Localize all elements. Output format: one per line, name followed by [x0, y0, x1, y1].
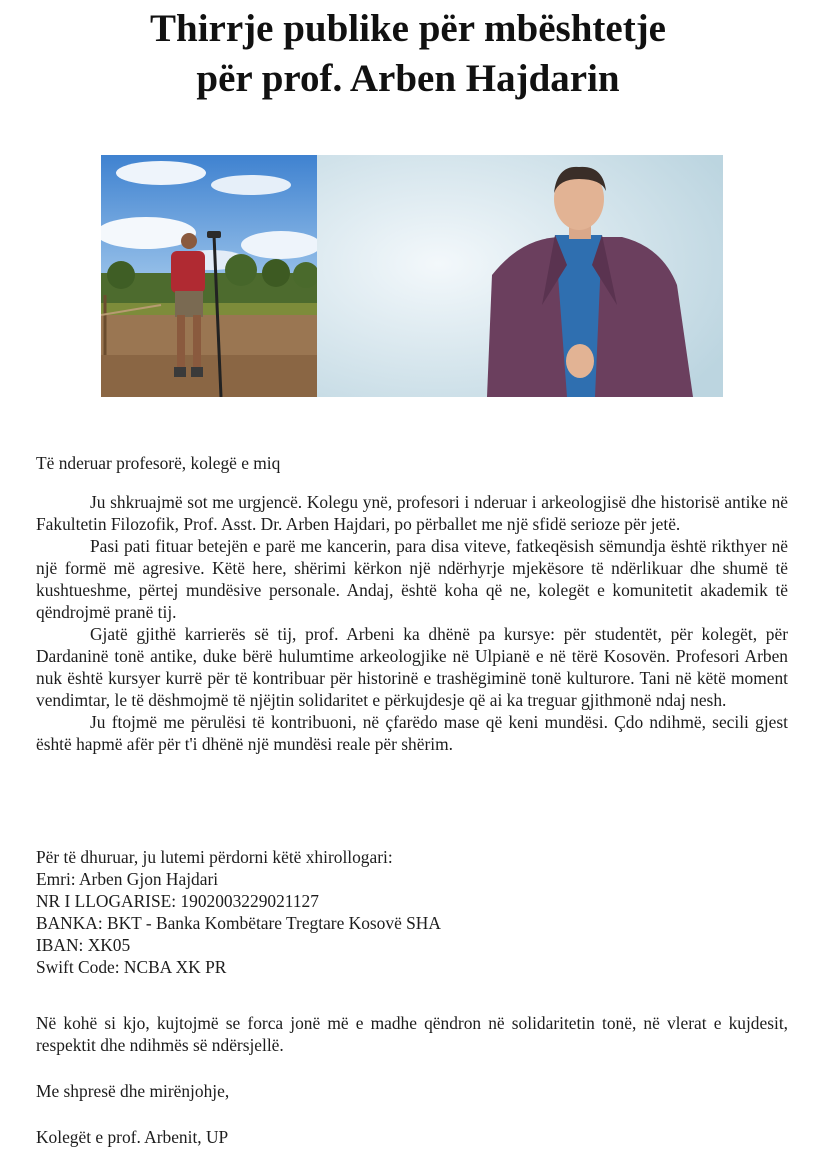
photo-banner [101, 155, 723, 397]
tree [262, 259, 290, 287]
tree [225, 254, 257, 286]
person-head [181, 233, 197, 249]
account-number: NR I LLOGARISE: 1902003229021127 [36, 891, 319, 911]
person-boot [174, 367, 186, 377]
bank-name: BANKA: BKT - Banka Kombëtare Tregtare Kosovë SHA [36, 913, 441, 933]
title-line-2: për prof. Arben Hajdarin [196, 57, 620, 100]
person-leg [177, 315, 185, 370]
greeting: Të nderuar profesorë, kolegë e miq [36, 453, 281, 473]
excavation-photo [101, 155, 317, 397]
person-shirt [171, 251, 205, 293]
tree [107, 261, 135, 289]
trench [101, 355, 317, 397]
regards: Me shpresë dhe mirënjohje, [36, 1081, 230, 1101]
paragraph: Ju shkruajmë sot me urgjencë. Kolegu ynë, profesori i nderuar i arkeologjisë dhe historisë antike në Fakultetin Filozofik, Prof. Asst. Dr. Arben Hajdari, po përballet me një sfidë serioze për jetë. [36, 492, 788, 534]
letter-body [36, 491, 788, 755]
portrait-photo [317, 155, 723, 397]
swift-code: Swift Code: NCBA XK PR [36, 957, 227, 977]
account-name: Emri: Arben Gjon Hajdari [36, 869, 219, 889]
paragraph: Gjatë gjithë karrierës së tij, prof. Arbeni ka dhënë pa kursye: për studentët, për kolegët, për Dardaninë tonë antike, duke bërë hulumtime arkeologjike në Ulpianë e në tërë Kosovën. Profesori Arben nuk është kursyer kurrë për të kontribuar për historinë e trashëgiminë tonë kulturore. Tani në këtë moment vendimtar, le të dëshmojmë të njëjtin solidaritet e përkujdesje që ai ka treguar gjithmonë ndaj nesh. [36, 624, 788, 710]
cloud [116, 161, 206, 185]
signature: Kolegët e prof. Arbenit, UP [36, 1127, 229, 1147]
page-title [0, 4, 816, 104]
person-shorts [175, 291, 203, 317]
gps-receiver [207, 231, 221, 238]
paragraph: Ju ftojmë me përulësi të kontribuoni, në çfarëdo mase që keni mundësi. Çdo ndihmë, secili gjest është hapmë afër për t'i dhënë një mundësi reale për shërim. [36, 712, 788, 754]
person-leg [193, 315, 201, 370]
closing-paragraph: Në kohë si kjo, kujtojmë se forca jonë më e madhe qëndron në solidaritetin tonë, në vlerat e kujdesit, respektit dhe ndihmës së ndërsjellë. [36, 1013, 788, 1055]
hand [566, 344, 594, 378]
person-boot [191, 367, 203, 377]
paragraph: Pasi pati fituar betejën e parë me kancerin, para disa viteve, fatkeqësish sëmundja është rikthyer në një formë më agresive. Këtë here, shërimi kërkon një ndërhyrje mjekësore të ndërlikuar dhe shumë të kushtueshme, përtej mundësive personale. Andaj, është koha që ne, kolegët e komunitetit akademik të qëndrojmë pranë tij. [36, 536, 788, 622]
title-line-1: Thirrje publike për mbështetje [150, 7, 666, 50]
cloud [211, 175, 291, 195]
donation-details [36, 846, 788, 978]
iban: IBAN: XK05 [36, 935, 131, 955]
donation-intro: Për të dhuruar, ju lutemi përdorni këtë xhirollogari: [36, 847, 393, 867]
